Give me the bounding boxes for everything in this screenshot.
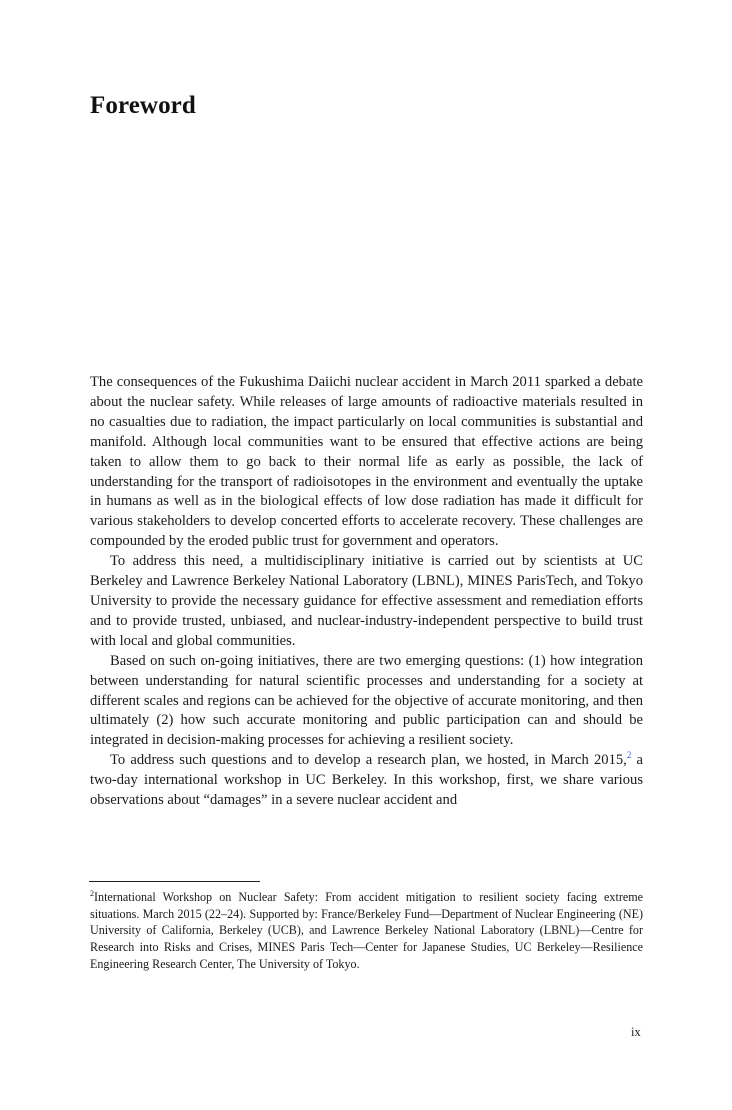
footnote-text: International Workshop on Nuclear Safety: From accident mitigation to resilient society facing extreme situations. March 2015 (22–24). Supported by: France/Berkeley Fund—Department of Nuclear Engineering (NE) University of California, Berkeley (UCB), and Lawrence Berkeley National Laboratory (LBNL)—Centre for Research into Risks and Crises, MINES Paris Tech—Center for Japanese Studies, UC Berkeley—Resilience Engineering Research Center, The University of Tokyo. bbox=[90, 890, 643, 971]
footnote bbox=[90, 889, 643, 973]
page-number: ix bbox=[631, 1025, 641, 1039]
paragraph-4-text-start: To address such questions and to develop a research plan, we hosted, in March 2015, bbox=[110, 752, 627, 769]
body-text bbox=[90, 373, 643, 811]
footnote-reference-link[interactable]: 2 bbox=[626, 750, 632, 761]
paragraph-2: To address this need, a multidisciplinary initiative is carried out by scientists at UC Berkeley and Lawrence Berkeley National Laboratory (LBNL), MINES ParisTech, and Tokyo University to provide the necessary guidance for effective assessment and remediation efforts and to provide trusted, unbiased, and nuclear-industry-independent perspective to build trust with local and global communities. bbox=[90, 553, 643, 649]
paragraph-4 bbox=[90, 751, 643, 811]
paragraph-3: Based on such on-going initiatives, there are two emerging questions: (1) how integration between understanding for natural scientific processes and understanding for a society at different scales and regions can be achieved for the objective of accurate monitoring, and then ultimately (2) how such accurate monitoring and public participation can and should be integrated in decision-making processes for achieving a resilient society. bbox=[90, 652, 643, 749]
footnote-marker: 2 bbox=[90, 889, 94, 898]
footnote-divider bbox=[89, 881, 260, 882]
paragraph-1: The consequences of the Fukushima Daiichi nuclear accident in March 2011 sparked a debate about the nuclear safety. While releases of large amounts of radioactive materials resulted in no casualties due to radiation, the impact particularly on local communities is substantial and manifold. Although local communities want to be ensured that effective actions are being taken to allow them to go back to their normal life as early as possible, the lack of understanding for the transport of radioisotopes in the environment and eventually the uptake in humans as well as in the biological effects of low dose radiation has made it difficult for various stakeholders to develop concerted efforts to accelerate recovery. These challenges are compounded by the eroded public trust for government and operators. bbox=[90, 374, 643, 550]
paragraph-4-text-end: a two-day international workshop in UC Berkeley. In this workshop, first, we share various observations about “damages” in a severe nuclear accident and bbox=[90, 752, 643, 809]
page-title: Foreword bbox=[90, 92, 196, 119]
